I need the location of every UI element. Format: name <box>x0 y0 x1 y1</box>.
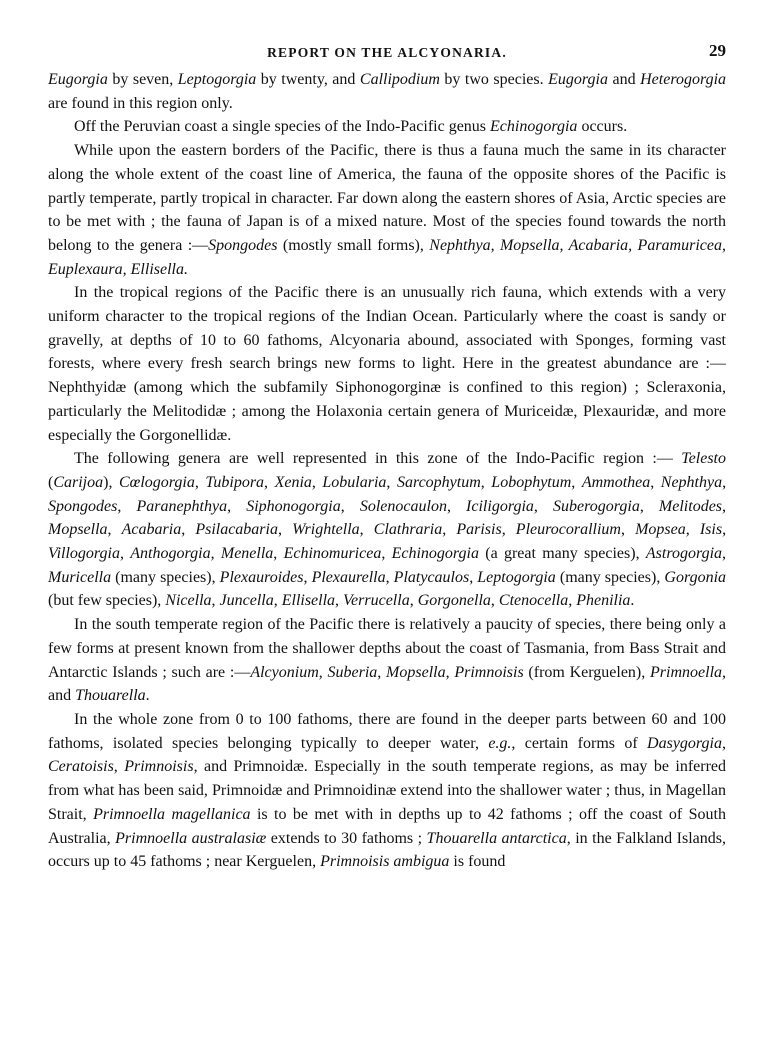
paragraph <box>48 281 726 447</box>
text-run: by two species. <box>439 71 549 88</box>
italic-text: Paranephthya <box>136 497 228 515</box>
italic-text: Platycaulos <box>393 568 470 586</box>
text-run: (many species), <box>111 568 220 586</box>
italic-text: Melitodes <box>658 497 723 515</box>
italic-text: Mopsella <box>48 521 108 539</box>
italic-text: Primnoella magellanica <box>93 805 251 823</box>
italic-text: Clathraria <box>373 521 443 539</box>
text-run: , <box>445 663 455 681</box>
italic-text: Phenilia <box>576 592 631 610</box>
text-run: , <box>335 592 344 610</box>
text-run: While upon the eastern borders of the Pacific, there is thus a fauna much the same in its character along the whole extent of the coast line of America, the fauna of the opposite shores of the Pacific is partly temperate, partly tropical in character. Far down along the eastern shores of Asia, Arctic species are to be met with ; the fauna of Japan is of a mixed nature. Most of the species found towards the north belong to the genera :— <box>48 142 726 254</box>
text-run: , <box>533 497 553 515</box>
italic-text: Thouarella antarctica <box>426 829 567 847</box>
text-run: , <box>117 497 137 515</box>
text-run: , <box>194 473 206 491</box>
text-run: is to be met with in depths up to 42 fathoms ; off the coast of South Australia, <box>48 805 726 847</box>
text-run: , <box>639 497 659 515</box>
italic-text: Anthogorgia <box>130 545 211 563</box>
italic-text: Echinomuricea <box>283 545 382 563</box>
text-run: , <box>318 663 328 681</box>
italic-text: Carijoa <box>53 473 104 491</box>
text-run: (many species), <box>555 568 665 586</box>
italic-text: Echinogorgia <box>391 545 479 563</box>
text-run: , <box>480 473 492 491</box>
italic-text: Lobularia <box>322 473 387 491</box>
text-run: , <box>311 473 323 491</box>
text-run: , certain forms of <box>511 734 648 752</box>
italic-text: Suberia <box>327 663 378 681</box>
text-run: (but few species), <box>48 592 166 610</box>
italic-text: Thouarella <box>75 687 146 705</box>
text-run: , <box>490 592 499 610</box>
text-run: , <box>442 521 457 539</box>
italic-text: Ammothea <box>581 473 651 491</box>
text-run: In the tropical regions of the Pacific there is an unusually rich fauna, which extends with a very uniform character to the tropical regions of the Indian Ocean. Particularly where the coast is sandy or gravelly, at depths of 10 to 60 fathoms, Alcyonaria abound, associated with Sponges, forming vast forests, where every fresh search brings new forms to light. Here in the greatest abundance are :—Nephthyidæ (among which the subfamily Siphonogorginæ is confined to this region) ; Scleraxonia, particularly the Melitodidæ ; among the Holaxonia certain genera of Muriceidæ, Plexauridæ, and more especially the Gorgonellidæ. <box>48 284 726 444</box>
paragraph <box>48 68 726 115</box>
text-run: ), <box>103 473 119 491</box>
paragraph <box>48 613 726 708</box>
italic-text: Nicella <box>165 592 212 610</box>
italic-text: Parisis <box>456 521 502 539</box>
italic-text: Plexauroides <box>219 568 304 586</box>
italic-text: Gorgonia <box>664 568 727 586</box>
italic-text: Spongodes <box>48 497 118 515</box>
text-run: (from Kerguelen), <box>523 663 651 681</box>
text-run: , <box>227 497 247 515</box>
italic-text: Primnoella <box>650 663 723 681</box>
text-run: ( <box>48 473 54 491</box>
running-title: REPORT ON THE ALCYONARIA. <box>267 45 507 60</box>
text-run: , <box>722 473 727 491</box>
text-run: , <box>446 497 467 515</box>
italic-text: Muricella <box>48 568 112 586</box>
italic-text: Ellisella <box>281 592 336 610</box>
italic-text: Nephthya, Mopsella, Acabaria, Paramuricea, Euplexaura, Ellisella. <box>48 236 726 278</box>
italic-text: Callipodium <box>359 71 440 88</box>
paragraph <box>48 115 726 139</box>
italic-text: Juncella <box>219 592 274 610</box>
text-run: Off the Peruvian coast a single species of the Indo-Pacific genus <box>74 118 491 136</box>
italic-text: Leptogorgia <box>477 568 556 586</box>
text-run: , <box>120 545 131 563</box>
italic-text: Ceratoisis <box>48 758 114 776</box>
text-run: (mostly small forms), <box>277 236 430 254</box>
italic-text: Xenia <box>274 473 312 491</box>
text-run: by twenty, and <box>256 71 360 88</box>
text-run: , and <box>48 663 727 705</box>
italic-text: Primnoisis <box>454 663 524 681</box>
paragraph <box>48 447 726 613</box>
text-run: , and Primnoidæ. Especially in the south temperate regions, as may be inferred from what has been said, Primnoidæ and Primnoidinæ extend into the shallower water ; thus, in Magellan Strait, <box>48 758 727 823</box>
text-run: , <box>722 497 727 515</box>
italic-text: Dasygorgia <box>647 734 722 752</box>
italic-text: Villogorgia <box>48 545 120 563</box>
paragraph <box>48 139 726 281</box>
text-run: , <box>501 521 516 539</box>
text-run: , <box>469 568 478 586</box>
italic-text: Acabaria <box>121 521 182 539</box>
italic-text: Primnoisis <box>124 758 194 776</box>
text-run: , <box>181 521 196 539</box>
italic-text: Suberogorgia <box>553 497 640 515</box>
text-run: In the south temperate region of the Pacific there is relatively a paucity of species, there being only a few forms at present known from the shallower depths about the coast of Tasmania, from Bass Strait and Antarctic Islands ; such are :— <box>48 616 726 681</box>
italic-text: Isis <box>699 521 723 539</box>
italic-text: Eugorgia <box>48 71 108 88</box>
text-run: The following genera are well represented in this zone of the Indo-Pacific region :— <box>74 450 682 468</box>
italic-text: Heterogorgia <box>640 71 727 88</box>
text-run: , <box>359 521 374 539</box>
italic-text: Wrightella <box>292 521 360 539</box>
text-run: (a great many species), <box>479 545 646 563</box>
text-run: , <box>409 592 418 610</box>
text-run: , <box>377 663 387 681</box>
text-run: , <box>107 521 122 539</box>
page-header <box>48 38 726 68</box>
text-run: occurs. <box>577 118 628 136</box>
text-run: , <box>381 545 392 563</box>
text-run: . <box>630 592 635 610</box>
page <box>48 38 726 874</box>
text-run: extends to 30 fathoms ; <box>266 829 427 847</box>
text-run: , <box>571 473 582 491</box>
italic-text: Echinogorgia <box>490 118 578 136</box>
italic-text: Primnoisis ambigua <box>320 853 450 871</box>
body-text <box>48 68 726 874</box>
text-run: is found <box>449 853 506 871</box>
text-run: , <box>650 473 661 491</box>
italic-text: Nephthya <box>660 473 723 491</box>
text-run: , <box>385 568 394 586</box>
italic-text: Ctenocella <box>498 592 569 610</box>
italic-text: Menella <box>220 545 274 563</box>
italic-text: Mopsella <box>386 663 446 681</box>
italic-text: Tubipora <box>205 473 265 491</box>
text-run: , <box>722 545 727 563</box>
italic-text: Iciligorgia <box>466 497 534 515</box>
italic-text: Solenocaulon <box>359 497 447 515</box>
italic-text: Telesto <box>681 450 726 468</box>
text-run: , in the Falkland Islands, occurs up to 45 fathoms ; near Kerguelen, <box>48 829 726 871</box>
text-run: by seven, <box>107 71 178 88</box>
italic-text: Siphonogorgia <box>246 497 341 515</box>
text-run: , <box>211 592 220 610</box>
text-run: , <box>722 521 727 539</box>
text-run: , <box>620 521 636 539</box>
text-run: , <box>340 497 360 515</box>
italic-text: Sarcophytum <box>396 473 481 491</box>
text-run: In the whole zone from 0 to 100 fathoms, there are found in the deeper parts between 60 and 100 fathoms, isolated species belonging typically to deeper water, <box>48 710 726 752</box>
page-number: 29 <box>709 41 726 60</box>
text-run: , <box>273 545 284 563</box>
text-run: , <box>277 521 293 539</box>
italic-text: Plexaurella <box>311 568 386 586</box>
text-run: are found in this region only. <box>48 94 233 112</box>
italic-text: Spongodes <box>208 236 278 254</box>
italic-text: Gorgonella <box>417 592 491 610</box>
text-run: , <box>568 592 577 610</box>
text-run: , <box>210 545 221 563</box>
paragraph <box>48 708 726 874</box>
italic-text: Verrucella <box>343 592 410 610</box>
italic-text: Primnoella australasiæ <box>115 829 267 847</box>
italic-text: Lobophytum <box>491 473 572 491</box>
italic-text: e.g. <box>488 734 512 752</box>
text-run: , <box>685 521 700 539</box>
text-run: , <box>386 473 397 491</box>
text-run: . <box>145 687 150 705</box>
italic-text: Leptogorgia <box>177 71 257 88</box>
italic-text: Alcyonium <box>250 663 319 681</box>
italic-text: Psilacabaria <box>195 521 278 539</box>
italic-text: Eugorgia <box>548 71 608 88</box>
text-run: , <box>113 758 125 776</box>
text-run: , <box>722 734 726 752</box>
text-run: , <box>303 568 312 586</box>
text-run: and <box>608 71 641 88</box>
text-run: , <box>273 592 282 610</box>
italic-text: Cœlogorgia <box>118 473 195 491</box>
text-run: , <box>264 473 275 491</box>
italic-text: Mopsea <box>635 521 686 539</box>
italic-text: Pleurocorallium <box>515 521 621 539</box>
italic-text: Astrogorgia <box>645 545 723 563</box>
